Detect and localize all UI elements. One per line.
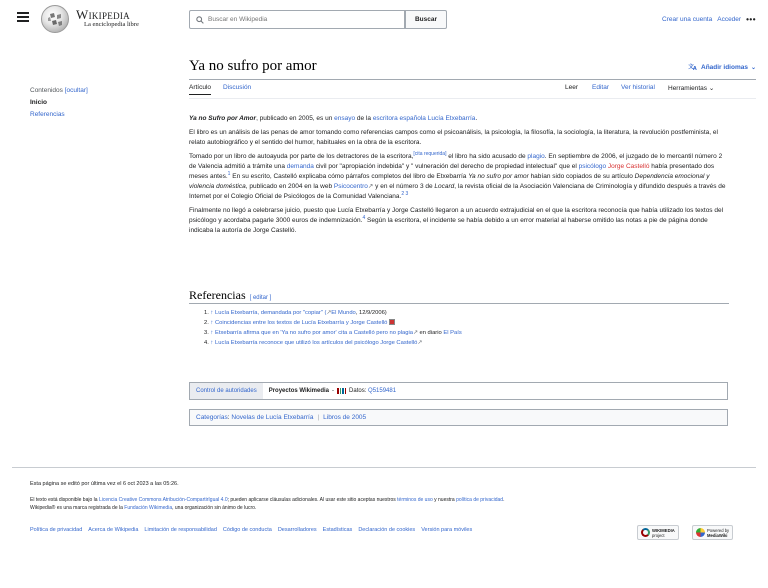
text: Según la escritora, el incidente se había debido a un error material al haberse omitido las notas a pie de página donde indicaba la autoría de Jorge Castelló. (189, 217, 708, 234)
link-psicocentro[interactable]: Psicocentro (333, 183, 368, 190)
tools-label: Herramientas (668, 85, 708, 92)
redlink-castello[interactable]: Jorge Castelló (607, 163, 650, 170)
tagline: La enciclopedia libre (84, 21, 139, 28)
tab-article[interactable]: Artículo (189, 84, 211, 95)
ref-backlink[interactable]: ↑ (210, 340, 214, 346)
wikimedia-projects-label: Proyectos Wikimedia (268, 388, 330, 394)
text: había presentado dos meses antes. (189, 163, 715, 180)
ref-tail: , 12/9/2006) (355, 310, 387, 316)
text: Tomado por un libro de autoayuda por parte de los detractores de la escritora, (189, 153, 414, 160)
terms-link[interactable]: términos de uso (397, 497, 433, 503)
mediawiki-badge-text: Powered by MediaWiki (707, 527, 730, 538)
foundation-link[interactable]: Fundación Wikimedia (124, 505, 173, 511)
italic-text: Dependencia emocional y violencia doméstica (189, 173, 710, 190)
wikidata-icon (337, 388, 346, 394)
footer-link-disclaimer[interactable]: Limitación de responsabilidad (144, 527, 217, 533)
create-account-link[interactable]: Crear una cuenta (662, 16, 713, 23)
text: y nuestra (432, 497, 457, 503)
ref-number: 1. (204, 310, 209, 316)
edit-section-link[interactable]: [ editar ] (249, 295, 272, 301)
tools-dropdown[interactable] (668, 84, 714, 95)
article-body (189, 114, 729, 240)
external-link-icon: ↗ (367, 183, 374, 190)
login-link[interactable]: Acceder (717, 16, 742, 23)
mediawiki-badge[interactable] (692, 525, 733, 540)
book-title: Ya no Sufro por Amor (189, 115, 257, 122)
footer-link-conduct[interactable]: Código de conducta (222, 527, 272, 533)
footer-divider (12, 467, 756, 468)
data-label: Datos: (349, 388, 367, 394)
search-icon (196, 16, 204, 24)
main-menu-icon[interactable] (17, 12, 29, 22)
last-edited: Esta página se editó por última vez el 6 oct 2023 a las 05:26. (30, 481, 179, 487)
wikimedia-badge-text: WIKIMEDIA project (652, 527, 675, 538)
wordmark[interactable]: Wikipedia (76, 7, 130, 22)
toc-hide-toggle[interactable]: [ocultar] (64, 87, 88, 94)
reference-item (204, 318, 462, 328)
text: En su escrito, Castelló explicaba cómo párrafos completos del libro de Etxebarría (230, 173, 469, 180)
mediawiki-logo-icon (696, 528, 705, 537)
footer-link-developers[interactable]: Desarrolladores (277, 527, 317, 533)
toc-item-referencias[interactable]: Referencias (30, 111, 65, 118)
text: El texto está disponible bajo la (30, 497, 99, 503)
paragraph-settlement (189, 206, 729, 236)
wikimedia-logo-icon (641, 528, 650, 537)
ref-link[interactable]: Lucía Etxebarría, demandada por "copiar" ( (215, 310, 327, 316)
toc-heading (30, 87, 88, 94)
chevron-down-icon: ⌄ (750, 64, 756, 71)
references-divider (189, 303, 729, 304)
text: Wikipedia® es una marca registrada de la (30, 505, 125, 511)
categories-label[interactable]: Categorías (196, 414, 228, 421)
text: y en el número 3 de (373, 183, 435, 190)
toc-item-inicio[interactable]: Inicio (30, 99, 47, 106)
tabs-divider (189, 98, 756, 99)
add-languages-button[interactable] (688, 63, 756, 71)
wikidata-qid-link[interactable]: Q5159481 (368, 388, 397, 394)
reference-item (204, 338, 462, 348)
text: habían sido copiados de su artículo (528, 173, 635, 180)
ref-backlink[interactable]: ↑ (210, 310, 214, 316)
link-psicologo[interactable]: psicólogo (578, 163, 607, 170)
italic-text: Ya no sufro por amor (468, 173, 529, 180)
ref-backlink[interactable]: ↑ (210, 320, 214, 326)
footer-link-privacy[interactable]: Política de privacidad (30, 527, 83, 533)
text: , la revista oficial de la Asociación Valenciana de Criminología y difundido después a través de Internet por el Colegio Oficial de Psicólogos de la Comunidad Valenciana. (189, 183, 726, 200)
ref-link[interactable]: Lucía Etxebarría reconoce que utilizó los artículos del psicólogo Jorge Castelló (215, 340, 418, 346)
references-list (204, 308, 462, 348)
search-input[interactable] (208, 16, 388, 23)
categories-box (189, 409, 728, 426)
text: , publicado en 2005, es un (256, 115, 335, 122)
footer-link-cookies[interactable]: Declaración de cookies (358, 527, 416, 533)
paragraph-analysis: El libro es un análisis de las penas de amor tomando como referencias campos como el psicoanálisis, la psicología, la filosofía, la sociología, la literatura, la revolución postfeminista, el relato autobiográfico y el sentido del humor, habituales en la obra de la escritora. (189, 129, 718, 146)
text: , una organización sin ánimo de lucro. (172, 505, 257, 511)
user-links (662, 15, 756, 24)
footer-links (30, 527, 472, 533)
link-author[interactable]: escritora española Lucía Etxebarría (372, 115, 476, 122)
search-button[interactable]: Buscar (405, 10, 447, 29)
reference-item (204, 328, 462, 338)
toc-label: Contenidos (30, 87, 63, 94)
svg-text:文: 文 (688, 64, 694, 71)
tab-read[interactable]: Leer (565, 84, 579, 91)
external-link-icon: ↗ (413, 330, 418, 336)
category-separator: | (317, 414, 320, 421)
text: Finalmente no llegó a celebrarse juicio, puesto que Lucía Etxebarría y Jorge Castelló llegaron a un acuerdo extrajudicial en el que la escritora reconocía que había utilizado los textos del psicólogo y acordaba pagarle 3000 euros de indemnización. (189, 207, 724, 224)
reference-item (204, 308, 462, 318)
svg-text:A: A (693, 67, 697, 71)
external-link-icon: ↗ (417, 340, 423, 346)
link-demanda[interactable]: demanda (286, 163, 314, 170)
authority-dash: - (332, 388, 335, 394)
ref-source-link[interactable]: El Mundo (331, 310, 356, 316)
language-icon (688, 63, 698, 71)
text: ; pueden aplicarse cláusulas adicionales. Al usar este sitio aceptas nuestros (227, 497, 398, 503)
text: . (503, 497, 505, 503)
tab-history[interactable]: Ver historial (621, 84, 655, 91)
ref-number: 2. (204, 320, 209, 326)
chevron-down-icon: ⌄ (708, 85, 715, 92)
categories-colon: : (227, 414, 230, 421)
citation-needed-link[interactable]: [cita requerida] (413, 150, 447, 157)
paragraph-intro (189, 114, 729, 124)
wikipedia-globe-icon[interactable] (41, 5, 69, 33)
page-title: Ya no sufro por amor (189, 58, 317, 74)
tab-discussion[interactable]: Discusión (223, 84, 252, 91)
license-text (30, 496, 730, 512)
references-heading (189, 288, 271, 303)
tab-edit[interactable]: Editar (592, 84, 609, 91)
text: , publicado en 2004 en la web (245, 183, 334, 190)
ref-tail: en diario (417, 330, 444, 336)
link-ensayo[interactable]: ensayo (334, 115, 356, 122)
wikimedia-badge[interactable] (637, 525, 679, 540)
text: de la (355, 115, 373, 122)
italic-text: Locard (434, 183, 455, 190)
site-header (0, 0, 768, 40)
privacy-policy-link[interactable]: política de privacidad (456, 497, 504, 503)
ref-2-3[interactable]: 2 3 (401, 190, 409, 197)
license-link[interactable]: Licencia Creative Commons Atribución-CompartirIgual 4.0 (98, 497, 228, 503)
footer-link-mobile[interactable]: Versión para móviles (421, 527, 473, 533)
text: . (475, 115, 478, 122)
title-divider (189, 79, 756, 80)
page-tabs (189, 84, 756, 98)
add-languages-label: Añadir idiomas (701, 63, 748, 71)
text: civil por "apropiación indebida" y " vulneración del derecho de propiedad intelectual" que el (313, 163, 579, 170)
search-box[interactable] (189, 10, 405, 29)
ref-4[interactable]: 4 (362, 214, 366, 221)
more-options-icon[interactable]: ••• (746, 15, 756, 24)
ref-number: 3. (204, 330, 209, 336)
authority-control (189, 382, 728, 400)
text: el libro ha sido acusado de (446, 153, 528, 160)
ref-1[interactable]: 1 (227, 170, 231, 177)
pdf-icon (389, 319, 395, 325)
footer-link-statistics[interactable]: Estadísticas (322, 527, 353, 533)
references-title: Referencias (189, 288, 246, 302)
category-link[interactable]: Libros de 2005 (323, 414, 367, 421)
text: . En septiembre de 2006, el juzgado de lo mercantil número 2 de Valencia admitió a trámite una (189, 153, 723, 170)
external-link-icon: ↗ (326, 310, 332, 316)
ref-link[interactable]: Coincidencias entre los textos de Lucía Etxebarría y Jorge Castelló (215, 320, 388, 326)
authority-control-label[interactable]: Control de autoridades (190, 383, 263, 399)
ref-source-link[interactable]: El País (443, 330, 462, 336)
ref-backlink[interactable]: ↑ (210, 330, 214, 336)
category-link[interactable]: Novelas de Lucía Etxebarría (231, 414, 314, 421)
footer-link-about[interactable]: Acerca de Wikipedia (88, 527, 139, 533)
link-plagio[interactable]: plagio (527, 153, 545, 160)
ref-number: 4. (204, 340, 209, 346)
ref-link[interactable]: Etxebarría afirma que en 'Ya no sufro por amor' cita a Castelló pero no plagia (215, 330, 414, 336)
paragraph-plagiarism (189, 152, 729, 202)
